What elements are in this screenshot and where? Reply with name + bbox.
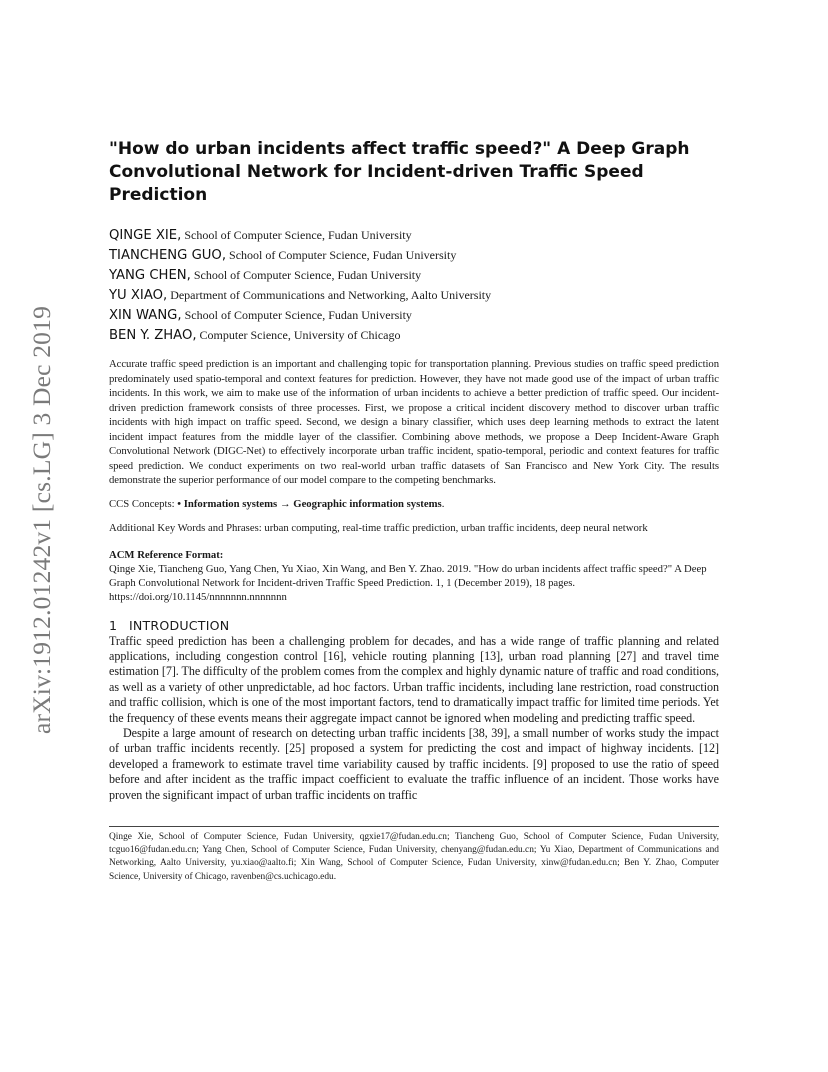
- keywords: Additional Key Words and Phrases: urban computing, real-time traffic prediction, urban traffic incidents, deep neural network: [109, 521, 648, 534]
- author-entry: [109, 325, 719, 345]
- author-name: XIN WANG,: [109, 308, 182, 323]
- author-entry: [109, 305, 719, 325]
- arxiv-identifier-stamp: arXiv:1912.01242v1 [cs.LG] 3 Dec 2019: [27, 305, 56, 735]
- ccs-label: CCS Concepts:: [109, 497, 178, 510]
- author-name: YANG CHEN,: [109, 268, 191, 283]
- author-affiliation: School of Computer Science, Fudan University: [181, 308, 412, 322]
- author-name: BEN Y. ZHAO,: [109, 328, 197, 343]
- section-title: INTRODUCTION: [129, 617, 230, 633]
- section-heading-introduction: [109, 617, 719, 634]
- author-entry: [109, 285, 719, 305]
- author-entry: [109, 245, 719, 265]
- introduction-body: [109, 634, 719, 803]
- footnote-divider: [109, 826, 719, 827]
- author-entry: [109, 225, 719, 245]
- body-paragraph: Despite a large amount of research on detecting urban traffic incidents [38, 39], a small number of works study the impact of urban traffic incidents recently. [25] proposed a system for predicting the cost and impact of highway incidents. [12] developed a framework to estimate travel time variability caused by traffic incidents. [9] proposed to use the ratio of speed before and after incident as the traffic impact coefficient to evaluate the traffic influence of an incident. Those works have proven the significant impact of urban traffic incidents on traffic: [109, 725, 719, 802]
- author-footnote: Qinge Xie, School of Computer Science, Fudan University, qgxie17@fudan.edu.cn; Tiancheng Guo, School of Computer Science, Fudan University, tcguo16@fudan.edu.cn; Yang Chen, School of Computer Science, Fudan University, chenyang@fudan.edu.cn; Yu Xiao, Department of Communications and Networking, Aalto University, yu.xiao@aalto.fi; Xin Wang, School of Computer Science, Fudan University, xinw@fudan.edu.cn; Ben Y. Zhao, Computer Science, University of Chicago, ravenben@cs.uchicago.edu.: [109, 832, 719, 882]
- section-number: 1: [109, 617, 118, 633]
- paper-title: "How do urban incidents affect traffic speed?" A Deep Graph Convolutional Network for Incident-driven Traffic Speed Prediction: [109, 139, 690, 205]
- acm-reference-heading: ACM Reference Format:: [109, 548, 224, 561]
- author-affiliation: School of Computer Science, Fudan University: [190, 268, 422, 282]
- author-list: [109, 225, 719, 345]
- author-entry: [109, 265, 719, 285]
- body-paragraph: Traffic speed prediction has been a challenging problem for decades, and has a wide range of traffic planning and related applications, including congestion control [16], vehicle routing planning [13], urban road planning [27] and travel time estimation [7]. The difficulty of the problem comes from the complex and highly dynamic nature of traffic and road conditions, as well as a variety of other unpredictable, ad hoc factors. Urban traffic incidents, including lane restriction, road construction and traffic collision, which is one of the most important factors, tend to dramatically impact traffic for limited time periods. Yet the frequency of these events means their aggregate impact cannot be ignored when modeling and predicting traffic speed.: [109, 633, 719, 725]
- doi-link[interactable]: https://doi.org/10.1145/nnnnnnn.nnnnnnn: [109, 590, 287, 603]
- author-affiliation: Computer Science, University of Chicago: [196, 328, 401, 342]
- author-name: TIANCHENG GUO,: [109, 248, 227, 263]
- author-affiliation: Department of Communications and Networking, Aalto University: [167, 288, 492, 302]
- ccs-end: .: [441, 497, 445, 510]
- author-name: QINGE XIE,: [109, 228, 182, 243]
- author-affiliation: School of Computer Science, Fudan University: [226, 248, 457, 262]
- author-affiliation: School of Computer Science, Fudan University: [181, 228, 412, 242]
- abstract: Accurate traffic speed prediction is an important and challenging topic for transportation planning. Previous studies on traffic speed prediction predominately used spatio-temporal and context features for prediction. However, they have not made good use of the impact of urban traffic incidents. In this work, we aim to make use of the information of urban incidents to achieve a better prediction of traffic speed. Our incident-driven prediction framework consists of three processes. First, we propose a critical incident discovery method to discover urban traffic incidents with high impact on traffic speed. Second, we design a binary classifier, which uses deep learning methods to extract the latent incident impact features from the middle layer of the classifier. Combining above methods, we propose a Deep Incident-Aware Graph Convolutional Network (DIGC-Net) to effectively incorporate urban traffic incident, spatio-temporal, periodic and context features for traffic speed prediction. We conduct experiments on two real-world urban traffic datasets of San Francisco and New York City. The results demonstrate the superior performance of our model compare to the competing benchmarks.: [109, 358, 719, 486]
- ccs-concepts: [109, 497, 719, 511]
- author-name: YU XIAO,: [109, 288, 168, 303]
- ccs-concept-list: • Information systems → Geographic information systems: [177, 497, 442, 510]
- paper-first-page: [109, 138, 719, 803]
- acm-reference-citation: Qinge Xie, Tiancheng Guo, Yang Chen, Yu Xiao, Xin Wang, and Ben Y. Zhao. 2019. "How do urban incidents affect traffic speed?" A Deep Graph Convolutional Network for Incident-driven Traffic Speed Prediction. 1, 1 (December 2019), 18 pages.: [109, 562, 707, 589]
